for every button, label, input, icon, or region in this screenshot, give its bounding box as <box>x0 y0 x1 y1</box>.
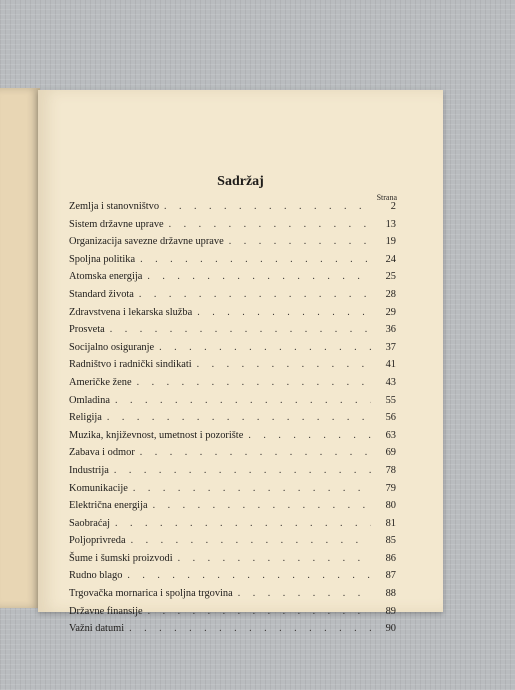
toc-entry <box>69 447 396 465</box>
toc-entry <box>69 271 396 289</box>
toc-entry-title: Saobraćaj <box>69 517 110 529</box>
dot-leader <box>140 254 371 265</box>
toc-entry <box>69 289 396 307</box>
toc-entry <box>69 500 396 518</box>
toc-entry-title: Američke žene <box>69 376 132 388</box>
toc-entry-title: Spoljna politika <box>69 253 136 265</box>
dot-leader <box>147 271 371 282</box>
toc-entry-title: Standard života <box>69 288 134 300</box>
dot-leader <box>238 588 371 599</box>
toc-entry <box>69 342 396 360</box>
toc-entry-page: 90 <box>385 623 396 635</box>
dot-leader <box>139 289 371 300</box>
toc-entry-title: Radništvo i radnički sindikati <box>69 359 192 371</box>
toc-entry-page: 19 <box>385 236 396 248</box>
toc-entry-page: 86 <box>385 552 396 564</box>
toc-entry-title: Trgovačka mornarica i spoljna trgovina <box>69 588 233 600</box>
left-page-edge <box>0 88 40 608</box>
dot-leader <box>164 201 371 212</box>
toc-entry-page: 36 <box>385 324 396 336</box>
toc-entry-page: 13 <box>385 218 396 230</box>
toc-entry <box>69 570 396 588</box>
toc-entry <box>69 377 396 395</box>
toc-entry <box>69 483 396 501</box>
toc-entry-page: 29 <box>385 306 396 318</box>
toc-entry <box>69 359 396 377</box>
toc-entry-title: Omladina <box>69 394 110 406</box>
toc-entry-page: 56 <box>385 412 396 424</box>
toc-entry <box>69 201 396 219</box>
dot-leader <box>197 359 371 370</box>
toc-entry-title: Komunikacije <box>69 482 128 494</box>
dot-leader <box>131 535 371 546</box>
toc-entry-title: Atomska energija <box>69 271 143 283</box>
dot-leader <box>115 395 371 406</box>
toc-entry-title: Sistem državne uprave <box>69 218 164 230</box>
toc-entry <box>69 307 396 325</box>
dot-leader <box>148 606 371 617</box>
dot-leader <box>137 377 371 388</box>
dot-leader <box>115 518 371 529</box>
toc-entry-page: 41 <box>385 359 396 371</box>
toc-entry-page: 79 <box>385 482 396 494</box>
dot-leader <box>107 412 371 423</box>
toc-entry-title: Šume i šumski proizvodi <box>69 552 173 564</box>
toc-entry <box>69 588 396 606</box>
toc-entry-title: Organizacija savezne državne uprave <box>69 236 224 248</box>
toc-entry <box>69 412 396 430</box>
toc-heading: Sadržaj <box>217 174 264 189</box>
toc-entry <box>69 623 396 641</box>
toc-entry-title: Muzika, književnost, umetnost i pozorište <box>69 429 244 441</box>
toc-entry <box>69 518 396 536</box>
toc-entry-page: 80 <box>385 500 396 512</box>
toc-entry-title: Prosveta <box>69 324 105 336</box>
toc-entry-page: 2 <box>390 201 396 212</box>
toc-entry-page: 25 <box>385 271 396 283</box>
toc-entry <box>69 535 396 553</box>
toc-entry-title: Industrija <box>69 464 109 476</box>
toc-entry-title: Zabava i odmor <box>69 447 135 459</box>
toc-entry-page: 28 <box>385 288 396 300</box>
toc-entry-page: 37 <box>385 341 396 353</box>
dot-leader <box>229 236 371 247</box>
toc-entry <box>69 324 396 342</box>
toc-entry <box>69 553 396 571</box>
toc-entry-page: 81 <box>385 517 396 529</box>
toc-entry <box>69 465 396 483</box>
toc-entry <box>69 236 396 254</box>
toc-entry-page: 69 <box>385 447 396 459</box>
dot-leader <box>133 483 371 494</box>
dot-leader <box>248 430 371 441</box>
toc-entry-page: 85 <box>385 535 396 547</box>
toc-entry <box>69 219 396 237</box>
toc-entry-page: 78 <box>385 464 396 476</box>
dot-leader <box>110 324 371 335</box>
toc-entry <box>69 606 396 624</box>
toc-entry <box>69 395 396 413</box>
dot-leader <box>159 342 371 353</box>
toc-entry-title: Religija <box>69 412 102 424</box>
toc-entry-title: Rudno blago <box>69 570 123 582</box>
page-column-label: Strana <box>376 193 397 202</box>
toc-entry-title: Socijalno osiguranje <box>69 341 155 353</box>
toc-entry-page: 89 <box>385 605 396 617</box>
dot-leader <box>153 500 371 511</box>
toc-entry-title: Električna energija <box>69 500 148 512</box>
toc-entry-title: Zdravstvena i lekarska služba <box>69 306 193 318</box>
dot-leader <box>140 447 371 458</box>
toc-entry-page: 55 <box>385 394 396 406</box>
dot-leader <box>127 570 371 581</box>
dot-leader <box>178 553 371 564</box>
dot-leader <box>129 623 371 634</box>
toc-entry-page: 24 <box>385 253 396 265</box>
toc-entry-title: Poljoprivreda <box>69 535 126 547</box>
toc-entry-page: 63 <box>385 429 396 441</box>
toc-entry-page: 87 <box>385 570 396 582</box>
book-page <box>38 90 443 635</box>
toc-entry <box>69 254 396 272</box>
toc-entry <box>69 430 396 448</box>
toc-entry-title: Važni datumi <box>69 623 125 635</box>
toc-entry-title: Državne finansije <box>69 605 143 617</box>
toc-entry-page: 43 <box>385 376 396 388</box>
dot-leader <box>169 219 371 230</box>
dot-leader <box>114 465 371 476</box>
toc-entry-page: 88 <box>385 588 396 600</box>
dot-leader <box>197 307 371 318</box>
toc-list <box>69 201 396 641</box>
toc-entry-title: Zemlja i stanovništvo <box>69 201 160 212</box>
